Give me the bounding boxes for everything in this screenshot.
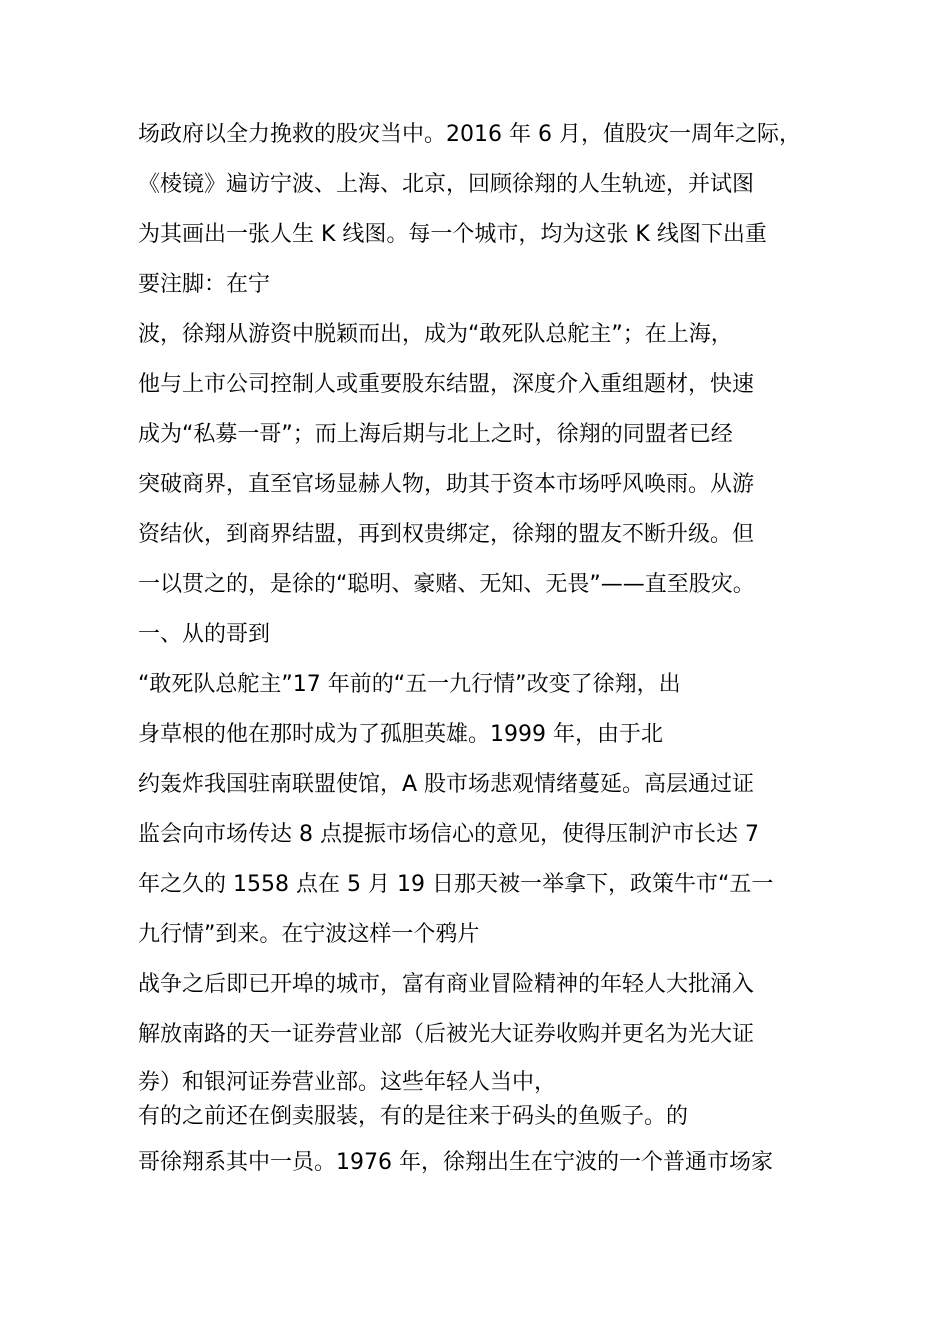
text-line-10: 一以贯之的，是徐的“聪明、豪赌、无知、无畏”——直至股灾。: [138, 572, 755, 597]
text-line-3: 为其画出一张人生 K 线图。每一个城市，均为这张 K 线图下出重: [138, 222, 767, 247]
text-line-19: 解放南路的天一证券营业部（后被光大证券收购并更名为光大证: [138, 1022, 755, 1047]
text-line-12: “敢死队总舵主”17 年前的“五一九行情”改变了徐翔，出: [138, 672, 681, 697]
text-line-21: 有的之前还在倒卖服装，有的是往来于码头的鱼贩子。的: [138, 1104, 689, 1129]
text-line-16: 年之久的 1558 点在 5 月 19 日那天被一举拿下，政策牛市“五一: [138, 872, 774, 897]
section-heading: 一、从的哥到: [138, 622, 271, 647]
text-line-18: 战争之后即已开埠的城市，富有商业冒险精神的年轻人大批涌入: [138, 972, 755, 997]
text-line-9: 资结伙，到商界结盟，再到权贵绑定，徐翔的盟友不断升级。但: [138, 522, 755, 547]
text-line-20: 券）和银河证券营业部。这些年轻人当中，: [138, 1070, 557, 1095]
text-line-4: 要注脚：在宁: [138, 272, 271, 297]
text-line-15: 监会向市场传达 8 点提振市场信心的意见，使得压制沪市长达 7: [138, 822, 759, 847]
text-line-22: 哥徐翔系其中一员。1976 年，徐翔出生在宁波的一个普通市场家: [138, 1150, 773, 1175]
text-line-6: 他与上市公司控制人或重要股东结盟，深度介入重组题材，快速: [138, 372, 755, 397]
text-line-5: 波，徐翔从游资中脱颖而出，成为“敢死队总舵主”；在上海，: [138, 322, 733, 347]
text-line-1: 场政府以全力挽救的股灾当中。2016 年 6 月，值股灾一周年之际，: [138, 122, 801, 147]
text-line-17: 九行情”到来。在宁波这样一个鸦片: [138, 922, 480, 947]
text-line-2: 《棱镜》遍访宁波、上海、北京，回顾徐翔的人生轨迹，并试图: [138, 172, 755, 197]
text-line-8: 突破商界，直至官场显赫人物，助其于资本市场呼风唤雨。从游: [138, 472, 755, 497]
text-line-13: 身草根的他在那时成为了孤胆英雄。1999 年，由于北: [138, 722, 663, 747]
text-line-14: 约轰炸我国驻南联盟使馆，A 股市场悲观情绪蔓延。高层通过证: [138, 772, 755, 797]
text-line-7: 成为“私募一哥”；而上海后期与北上之时，徐翔的同盟者已经: [138, 422, 733, 447]
